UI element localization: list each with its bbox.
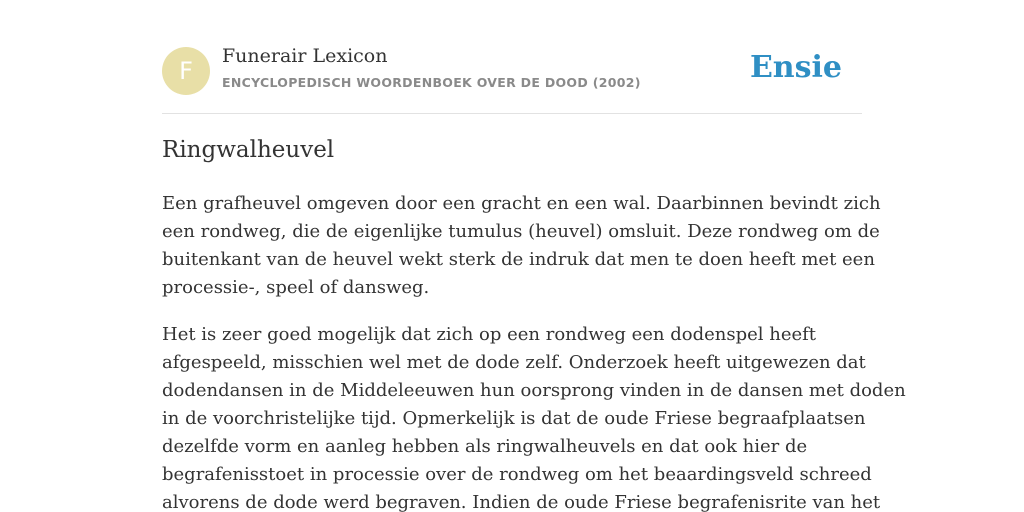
header: [162, 0, 862, 114]
text-line: Een grafheuvel omgeven door een gracht en een wal. Daarbinnen bevindt zich: [162, 193, 881, 214]
paragraph: [162, 190, 881, 302]
text-line: begrafenisstoet in processie over de rondweg om het beaardingsveld schreed: [162, 464, 872, 485]
text-line: Het is zeer goed mogelijk dat zich op een rondweg een dodenspel heeft: [162, 324, 817, 345]
text-line: dezelfde vorm en aanleg hebben als ringwalheuvels en dat ook hier de: [162, 436, 808, 457]
text-line: processie-, speel of dansweg.: [162, 277, 430, 298]
text-line: een rondweg, die de eigenlijke tumulus (heuvel) omsluit. Deze rondweg om de: [162, 221, 880, 242]
source-avatar[interactable]: F: [162, 47, 210, 95]
entry-body: [162, 190, 906, 512]
ensie-logo[interactable]: Ensie: [749, 50, 842, 85]
entry-title: Ringwalheuvel: [162, 137, 335, 163]
paragraph: [162, 321, 906, 512]
text-line: alvorens de dode werd begraven. Indien de oude Friese begrafenisrite van het: [162, 492, 881, 512]
text-line: dodendansen in de Middeleeuwen hun oorsprong vinden in de dansen met doden: [162, 380, 906, 401]
source-subtitle: ENCYCLOPEDISCH WOORDENBOEK OVER DE DOOD (2002): [222, 75, 641, 90]
text-line: buitenkant van de heuvel wekt sterk de indruk dat men te doen heeft met een: [162, 249, 875, 270]
main-content: [162, 0, 906, 512]
text-line: afgespeeld, misschien wel met de dode zelf. Onderzoek heeft uitgewezen dat: [162, 352, 866, 373]
source-title-link[interactable]: Funerair Lexicon: [222, 45, 388, 67]
text-line: in de voorchristelijke tijd. Opmerkelijk is dat de oude Friese begraafplaatsen: [162, 408, 866, 429]
